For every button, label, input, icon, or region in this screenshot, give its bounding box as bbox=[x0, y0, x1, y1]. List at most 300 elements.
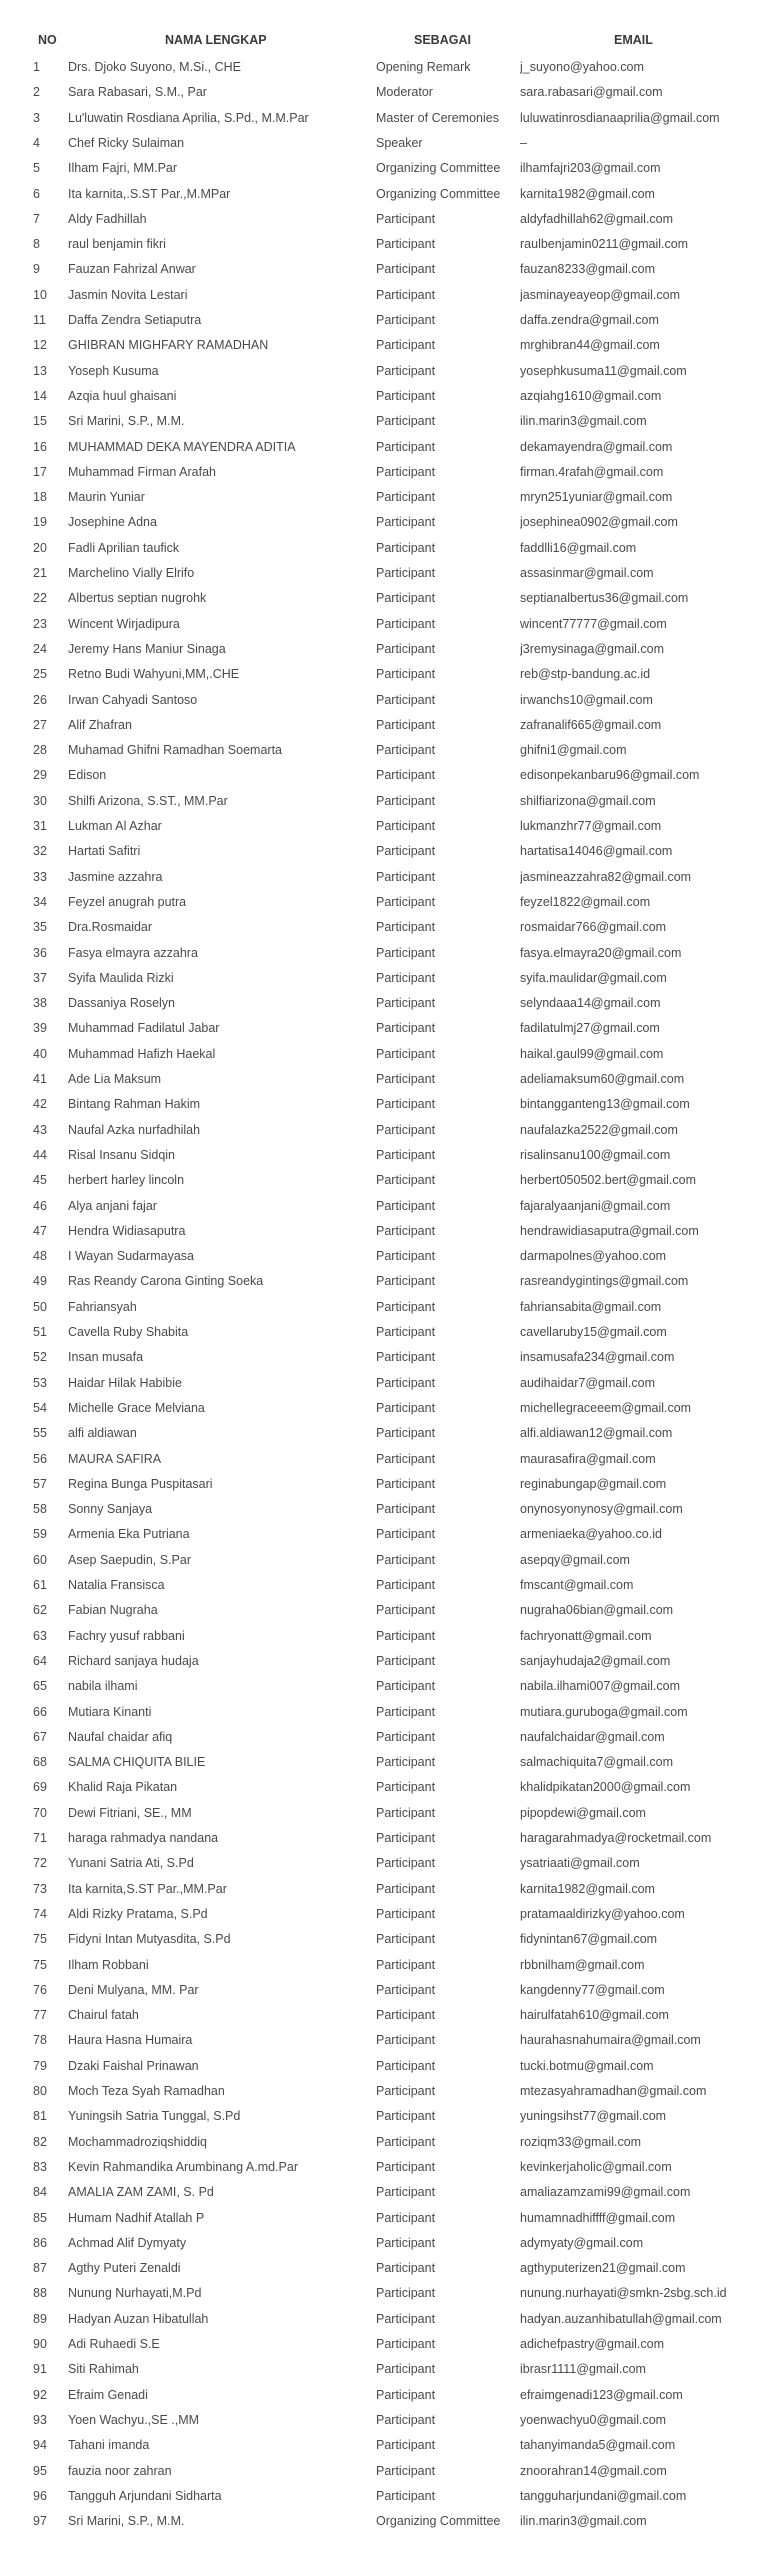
table-row bbox=[0, 2180, 776, 2205]
cell-name: Moch Teza Syah Ramadhan bbox=[68, 2084, 225, 2098]
table-row bbox=[0, 1345, 776, 1370]
cell-name: Fidyni Intan Mutyasdita, S.Pd bbox=[68, 1932, 231, 1947]
cell-name: Irwan Cahyadi Santoso bbox=[68, 692, 198, 707]
cell-name: Armenia Eka Putriana bbox=[68, 1527, 190, 1542]
cell-no: 17 bbox=[33, 464, 47, 479]
cell-name: Syifa Maulida Rizki bbox=[68, 970, 174, 985]
header-role: SEBAGAI bbox=[414, 33, 471, 47]
cell-name: Haidar Hilak Habibie bbox=[68, 1375, 182, 1390]
cell-name: alfi aldiawan bbox=[68, 1426, 137, 1441]
table-row bbox=[0, 333, 776, 358]
cell-name: Ita karnita,S.ST Par.,MM.Par bbox=[68, 1881, 227, 1896]
table-row bbox=[0, 359, 776, 384]
cell-email: yosephkusuma11@gmail.com bbox=[520, 363, 687, 378]
cell-email: hendrawidiasaputra@gmail.com bbox=[520, 1223, 699, 1238]
cell-no: 87 bbox=[33, 2261, 47, 2276]
cell-role: Participant bbox=[376, 1628, 436, 1643]
cell-role: Participant bbox=[376, 844, 436, 859]
cell-name: Khalid Raja Pikatan bbox=[68, 1780, 178, 1795]
cell-no: 46 bbox=[33, 1198, 47, 1213]
cell-role: Master of Ceremonies bbox=[376, 110, 499, 125]
cell-role: Participant bbox=[376, 2109, 436, 2124]
cell-no: 60 bbox=[33, 1552, 47, 1567]
cell-email: khalidpikatan2000@gmail.com bbox=[520, 1780, 691, 1795]
table-row bbox=[0, 106, 776, 131]
cell-email: j3remysinaga@gmail.com bbox=[520, 641, 664, 656]
cell-no: 19 bbox=[33, 515, 47, 530]
table-row bbox=[0, 1573, 776, 1598]
cell-role: Participant bbox=[376, 1021, 436, 1036]
cell-no: 42 bbox=[33, 1097, 47, 1112]
table-row bbox=[0, 1826, 776, 1851]
cell-email: karnita1982@gmail.com bbox=[520, 1881, 655, 1896]
cell-no: 39 bbox=[33, 1021, 47, 1036]
table-row bbox=[0, 1295, 776, 1320]
table-row bbox=[0, 1016, 776, 1041]
cell-no: 55 bbox=[33, 1426, 47, 1441]
cell-role: Participant bbox=[376, 641, 436, 656]
cell-email: shilfiarizona@gmail.com bbox=[520, 793, 656, 808]
cell-email: daffa.zendra@gmail.com bbox=[520, 313, 659, 327]
cell-no: 22 bbox=[33, 591, 47, 606]
cell-email: amaliazamzami99@gmail.com bbox=[520, 2185, 691, 2200]
table-row bbox=[0, 232, 776, 257]
cell-role: Participant bbox=[376, 869, 436, 884]
cell-role: Participant bbox=[376, 1097, 436, 1112]
cell-email: haikal.gaul99@gmail.com bbox=[520, 1046, 664, 1061]
cell-role: Participant bbox=[376, 2033, 436, 2048]
cell-name: Tangguh Arjundani Sidharta bbox=[68, 2488, 222, 2503]
header-no: NO bbox=[38, 33, 57, 47]
cell-email: asepqy@gmail.com bbox=[520, 1552, 630, 1567]
cell-role: Participant bbox=[376, 1325, 436, 1339]
cell-email: tahanyimanda5@gmail.com bbox=[520, 2438, 676, 2453]
cell-email: fauzan8233@gmail.com bbox=[520, 262, 655, 277]
cell-name: haraga rahmadya nandana bbox=[68, 1831, 219, 1845]
cell-name: Chairul fatah bbox=[68, 2008, 139, 2023]
cell-no: 82 bbox=[33, 2134, 47, 2149]
cell-no: 29 bbox=[33, 768, 47, 783]
cell-role: Participant bbox=[376, 540, 436, 555]
cell-name: Chef Ricky Sulaiman bbox=[68, 135, 185, 150]
table-row bbox=[0, 1067, 776, 1092]
cell-role: Participant bbox=[376, 237, 436, 252]
cell-no: 16 bbox=[33, 439, 47, 454]
cell-no: 8 bbox=[33, 237, 40, 252]
cell-role: Participant bbox=[376, 2084, 436, 2098]
cell-name: Muhammad Firman Arafah bbox=[68, 464, 216, 479]
table-row bbox=[0, 941, 776, 966]
cell-email: mutiara.guruboga@gmail.com bbox=[520, 1704, 688, 1719]
table-row bbox=[0, 2307, 776, 2332]
cell-email: ilin.marin3@gmail.com bbox=[520, 2514, 647, 2529]
table-row bbox=[0, 2003, 776, 2028]
cell-no: 61 bbox=[33, 1578, 47, 1592]
cell-role: Participant bbox=[376, 1729, 436, 1744]
cell-no: 56 bbox=[33, 1451, 47, 1466]
cell-name: Jasmine azzahra bbox=[68, 869, 163, 884]
cell-email: adeliamaksum60@gmail.com bbox=[520, 1072, 685, 1086]
cell-no: 31 bbox=[33, 819, 47, 833]
cell-email: nugraha06bian@gmail.com bbox=[520, 1603, 674, 1618]
cell-role: Moderator bbox=[376, 85, 433, 100]
cell-no: 51 bbox=[33, 1325, 47, 1339]
cell-email: yoenwachyu0@gmail.com bbox=[520, 2412, 667, 2427]
cell-name: Edison bbox=[68, 768, 107, 783]
cell-email: fasya.elmayra20@gmail.com bbox=[520, 945, 682, 960]
table-row bbox=[0, 1674, 776, 1699]
cell-email: hadyan.auzanhibatullah@gmail.com bbox=[520, 2311, 722, 2326]
table-row bbox=[0, 1194, 776, 1219]
cell-no: 65 bbox=[33, 1679, 47, 1694]
cell-no: 23 bbox=[33, 616, 47, 631]
cell-email: irwanchs10@gmail.com bbox=[520, 692, 653, 707]
cell-email: maurasafira@gmail.com bbox=[520, 1451, 656, 1466]
cell-name: Marchelino Vially Elrifo bbox=[68, 566, 195, 580]
cell-role: Participant bbox=[376, 1426, 436, 1441]
cell-no: 45 bbox=[33, 1173, 47, 1188]
cell-name: Dassaniya Roselyn bbox=[68, 996, 175, 1011]
cell-name: herbert harley lincoln bbox=[68, 1173, 185, 1188]
cell-no: 77 bbox=[33, 2008, 47, 2023]
cell-role: Participant bbox=[376, 1122, 436, 1137]
cell-role: Organizing Committee bbox=[376, 2514, 501, 2529]
cell-name: raul benjamin fikri bbox=[68, 237, 166, 252]
cell-email: raulbenjamin0211@gmail.com bbox=[520, 237, 689, 252]
cell-no: 80 bbox=[33, 2084, 47, 2098]
cell-no: 91 bbox=[33, 2362, 47, 2377]
cell-name: Mochammadroziqshiddiq bbox=[68, 2134, 207, 2149]
cell-name: Albertus septian nugrohk bbox=[68, 591, 207, 606]
cell-no: 47 bbox=[33, 1223, 47, 1238]
table-row bbox=[0, 2028, 776, 2053]
cell-no: 2 bbox=[33, 85, 40, 100]
cell-name: Hartati Safitri bbox=[68, 844, 141, 859]
cell-name: Daffa Zendra Setiaputra bbox=[68, 313, 202, 327]
table-row bbox=[0, 561, 776, 586]
cell-name: Maurin Yuniar bbox=[68, 490, 145, 505]
table-row bbox=[0, 991, 776, 1016]
cell-role: Participant bbox=[376, 566, 436, 580]
table-row bbox=[0, 1649, 776, 1674]
cell-role: Participant bbox=[376, 667, 436, 682]
cell-role: Participant bbox=[376, 1704, 436, 1719]
cell-email: insamusafa234@gmail.com bbox=[520, 1350, 675, 1365]
cell-name: Naufal Azka nurfadhilah bbox=[68, 1122, 201, 1137]
table-row bbox=[0, 384, 776, 409]
cell-name: Jasmin Novita Lestari bbox=[68, 287, 188, 302]
cell-name: Alya anjani fajar bbox=[68, 1198, 157, 1213]
cell-name: Regina Bunga Puspitasari bbox=[68, 1476, 213, 1491]
cell-name: Shilfi Arizona, S.ST., MM.Par bbox=[68, 793, 228, 808]
table-row bbox=[0, 1320, 776, 1345]
cell-name: SALMA CHIQUITA BILIE bbox=[68, 1755, 206, 1770]
cell-role: Participant bbox=[376, 2185, 436, 2200]
cell-name: Lu'luwatin Rosdiana Aprilia, S.Pd., M.M.Par bbox=[68, 110, 309, 125]
cell-name: Fabian Nugraha bbox=[68, 1603, 158, 1618]
cell-email: edisonpekanbaru96@gmail.com bbox=[520, 768, 700, 783]
cell-role: Participant bbox=[376, 1653, 436, 1668]
table-row bbox=[0, 2281, 776, 2306]
cell-name: Natalia Fransisca bbox=[68, 1578, 165, 1592]
cell-role: Participant bbox=[376, 2337, 436, 2351]
table-row bbox=[0, 1168, 776, 1193]
cell-name: Fahriansyah bbox=[68, 1299, 137, 1314]
table-row bbox=[0, 890, 776, 915]
cell-no: 38 bbox=[33, 996, 47, 1011]
cell-no: 27 bbox=[33, 717, 47, 732]
table-row bbox=[0, 460, 776, 485]
cell-no: 96 bbox=[33, 2488, 47, 2503]
cell-role: Participant bbox=[376, 515, 436, 530]
cell-no: 14 bbox=[33, 388, 47, 403]
cell-email: pipopdewi@gmail.com bbox=[520, 1805, 646, 1820]
cell-email: herbert050502.bert@gmail.com bbox=[520, 1173, 696, 1188]
cell-name: MAURA SAFIRA bbox=[68, 1451, 162, 1466]
cell-no: 85 bbox=[33, 2210, 47, 2225]
cell-no: 43 bbox=[33, 1122, 47, 1137]
cell-no: 64 bbox=[33, 1653, 47, 1668]
cell-role: Participant bbox=[376, 743, 436, 758]
cell-email: aldyfadhillah62@gmail.com bbox=[520, 211, 674, 226]
cell-role: Participant bbox=[376, 464, 436, 479]
cell-no: 97 bbox=[33, 2514, 47, 2529]
cell-email: jasmineazzahra82@gmail.com bbox=[520, 869, 692, 884]
cell-role: Participant bbox=[376, 1957, 436, 1972]
table-row bbox=[0, 2155, 776, 2180]
cell-no: 86 bbox=[33, 2235, 47, 2250]
table-row bbox=[0, 2104, 776, 2129]
cell-role: Participant bbox=[376, 793, 436, 808]
cell-no: 9 bbox=[33, 262, 40, 277]
cell-name: fauzia noor zahran bbox=[68, 2463, 172, 2478]
cell-name: Aldi Rizky Pratama, S.Pd bbox=[68, 1906, 208, 1921]
cell-no: 49 bbox=[33, 1274, 47, 1289]
table-row bbox=[0, 1624, 776, 1649]
cell-email: syifa.maulidar@gmail.com bbox=[520, 970, 667, 985]
table-row bbox=[0, 915, 776, 940]
cell-no: 40 bbox=[33, 1046, 47, 1061]
cell-role: Participant bbox=[376, 894, 436, 909]
cell-role: Participant bbox=[376, 2159, 436, 2174]
cell-name: Ras Reandy Carona Ginting Soeka bbox=[68, 1274, 264, 1289]
cell-role: Participant bbox=[376, 768, 436, 783]
cell-role: Participant bbox=[376, 591, 436, 606]
cell-name: Muhamad Ghifni Ramadhan Soemarta bbox=[68, 743, 283, 758]
cell-name: Sonny Sanjaya bbox=[68, 1502, 153, 1517]
table-row bbox=[0, 1902, 776, 1927]
table-row bbox=[0, 1877, 776, 1902]
table-row bbox=[0, 283, 776, 308]
table-row bbox=[0, 55, 776, 80]
cell-no: 48 bbox=[33, 1249, 47, 1264]
cell-no: 1 bbox=[33, 60, 40, 74]
cell-email: septianalbertus36@gmail.com bbox=[520, 591, 689, 606]
table-row bbox=[0, 1775, 776, 1800]
cell-role: Participant bbox=[376, 945, 436, 960]
cell-role: Participant bbox=[376, 1906, 436, 1921]
cell-no: 5 bbox=[33, 161, 40, 176]
cell-name: GHIBRAN MIGHFARY RAMADHAN bbox=[68, 338, 269, 353]
header-name: NAMA LENGKAP bbox=[165, 33, 267, 47]
table-row bbox=[0, 2206, 776, 2231]
cell-role: Participant bbox=[376, 1046, 436, 1061]
cell-email: naufalazka2522@gmail.com bbox=[520, 1122, 678, 1137]
table-row bbox=[0, 2130, 776, 2155]
cell-email: ilhamfajri203@gmail.com bbox=[520, 161, 661, 176]
cell-role: Participant bbox=[376, 1881, 436, 1896]
cell-name: Drs. Djoko Suyono, M.Si., CHE bbox=[68, 60, 241, 74]
table-row bbox=[0, 2408, 776, 2433]
cell-no: 59 bbox=[33, 1527, 47, 1542]
cell-name: Sara Rabasari, S.M., Par bbox=[68, 85, 207, 100]
table-row bbox=[0, 1447, 776, 1472]
cell-role: Participant bbox=[376, 1400, 436, 1415]
cell-no: 11 bbox=[33, 313, 46, 327]
cell-name: Risal Insanu Sidqin bbox=[68, 1147, 176, 1162]
table-row bbox=[0, 536, 776, 561]
cell-email: mrghibran44@gmail.com bbox=[520, 338, 660, 353]
cell-role: Participant bbox=[376, 2311, 436, 2326]
cell-role: Participant bbox=[376, 313, 436, 327]
cell-no: 58 bbox=[33, 1502, 47, 1517]
cell-no: 94 bbox=[33, 2438, 47, 2453]
cell-name: Ade Lia Maksum bbox=[68, 1072, 162, 1086]
table-row bbox=[0, 1522, 776, 1547]
cell-role: Participant bbox=[376, 2438, 436, 2453]
cell-no: 12 bbox=[33, 338, 47, 353]
cell-no: 44 bbox=[33, 1147, 47, 1162]
table-row bbox=[0, 2509, 776, 2534]
cell-no: 52 bbox=[33, 1350, 47, 1365]
cell-email: audihaidar7@gmail.com bbox=[520, 1375, 655, 1390]
table-row bbox=[0, 688, 776, 713]
cell-role: Participant bbox=[376, 1072, 436, 1086]
cell-name: Sri Marini, S.P., M.M. bbox=[68, 2514, 185, 2529]
cell-no: 93 bbox=[33, 2412, 47, 2427]
cell-email: reb@stp-bandung.ac.id bbox=[520, 667, 651, 682]
cell-role: Participant bbox=[376, 2058, 436, 2073]
cell-name: Siti Rahimah bbox=[68, 2362, 139, 2377]
table-row bbox=[0, 1725, 776, 1750]
table-row bbox=[0, 637, 776, 662]
table-row bbox=[0, 1219, 776, 1244]
cell-role: Participant bbox=[376, 1552, 436, 1567]
cell-email: efraimgenadi123@gmail.com bbox=[520, 2387, 683, 2402]
cell-email: lukmanzhr77@gmail.com bbox=[520, 819, 662, 833]
cell-role: Participant bbox=[376, 1173, 436, 1188]
table-row bbox=[0, 662, 776, 687]
cell-name: Yunani Satria Ati, S.Pd bbox=[68, 1856, 194, 1871]
cell-email: fachryonatt@gmail.com bbox=[520, 1628, 652, 1643]
cell-no: 57 bbox=[33, 1476, 47, 1491]
cell-role: Participant bbox=[376, 439, 436, 454]
table-row bbox=[0, 1472, 776, 1497]
table-row bbox=[0, 1118, 776, 1143]
cell-no: 28 bbox=[33, 743, 47, 758]
cell-email: faddlli16@gmail.com bbox=[520, 540, 637, 555]
table-row bbox=[0, 409, 776, 434]
cell-role: Participant bbox=[376, 363, 436, 378]
cell-role: Participant bbox=[376, 2488, 436, 2503]
cell-role: Participant bbox=[376, 2387, 436, 2402]
cell-role: Organizing Committee bbox=[376, 186, 501, 201]
cell-no: 88 bbox=[33, 2286, 47, 2301]
cell-no: 69 bbox=[33, 1780, 47, 1795]
table-row bbox=[0, 1244, 776, 1269]
cell-name: Fauzan Fahrizal Anwar bbox=[68, 262, 196, 277]
cell-no: 73 bbox=[33, 1881, 47, 1896]
cell-email: feyzel1822@gmail.com bbox=[520, 894, 651, 909]
cell-role: Participant bbox=[376, 287, 436, 302]
cell-name: Retno Budi Wahyuni,MM,.CHE bbox=[68, 667, 240, 682]
cell-name: Wincent Wirjadipura bbox=[68, 616, 180, 631]
cell-no: 84 bbox=[33, 2185, 47, 2200]
cell-name: Kevin Rahmandika Arumbinang A.md.Par bbox=[68, 2159, 298, 2174]
cell-email: firman.4rafah@gmail.com bbox=[520, 464, 664, 479]
cell-role: Participant bbox=[376, 616, 436, 631]
table-row bbox=[0, 738, 776, 763]
cell-name: Richard sanjaya hudaja bbox=[68, 1653, 199, 1668]
cell-email: rasreandygintings@gmail.com bbox=[520, 1274, 689, 1289]
cell-no: 7 bbox=[33, 211, 40, 226]
cell-role: Participant bbox=[376, 2235, 436, 2250]
table-row bbox=[0, 2484, 776, 2509]
cell-email: zafranalif665@gmail.com bbox=[520, 717, 662, 732]
table-row bbox=[0, 839, 776, 864]
cell-name: Hadyan Auzan Hibatullah bbox=[68, 2311, 209, 2326]
cell-role: Participant bbox=[376, 388, 436, 403]
cell-no: 20 bbox=[33, 540, 47, 555]
cell-email: humamnadhiffff@gmail.com bbox=[520, 2210, 676, 2225]
cell-email: agthyputerizen21@gmail.com bbox=[520, 2261, 686, 2276]
cell-email: haurahasnahumaira@gmail.com bbox=[520, 2033, 701, 2048]
cell-no: 72 bbox=[33, 1856, 47, 1871]
cell-email: haragarahmadya@rocketmail.com bbox=[520, 1831, 712, 1845]
table-row bbox=[0, 510, 776, 535]
cell-name: Dewi Fitriani, SE., MM bbox=[68, 1805, 192, 1820]
cell-email: ilin.marin3@gmail.com bbox=[520, 414, 647, 429]
cell-role: Participant bbox=[376, 970, 436, 985]
cell-role: Participant bbox=[376, 1805, 436, 1820]
cell-name: Haura Hasna Humaira bbox=[68, 2033, 193, 2048]
cell-role: Participant bbox=[376, 1147, 436, 1162]
table-row bbox=[0, 308, 776, 333]
cell-role: Participant bbox=[376, 819, 436, 833]
cell-email: rbbnilham@gmail.com bbox=[520, 1957, 645, 1972]
cell-name: Alif Zhafran bbox=[68, 717, 132, 732]
table-row bbox=[0, 1598, 776, 1623]
cell-role: Opening Remark bbox=[376, 60, 471, 74]
cell-name: Ita karnita,.S.ST Par.,M.MPar bbox=[68, 186, 231, 201]
table-row bbox=[0, 789, 776, 814]
cell-email: tangguharjundani@gmail.com bbox=[520, 2488, 687, 2503]
cell-name: MUHAMMAD DEKA MAYENDRA ADITIA bbox=[68, 439, 296, 454]
cell-email: mtezasyahramadhan@gmail.com bbox=[520, 2084, 707, 2098]
cell-name: Naufal chaidar afiq bbox=[68, 1729, 173, 1744]
header-email: EMAIL bbox=[614, 33, 653, 47]
cell-name: Fachry yusuf rabbani bbox=[68, 1628, 185, 1643]
cell-email: kangdenny77@gmail.com bbox=[520, 1982, 665, 1997]
cell-role: Participant bbox=[376, 1932, 436, 1947]
cell-role: Participant bbox=[376, 2286, 436, 2301]
cell-no: 79 bbox=[33, 2058, 47, 2073]
cell-no: 53 bbox=[33, 1375, 47, 1390]
cell-role: Participant bbox=[376, 211, 436, 226]
cell-role: Speaker bbox=[376, 135, 423, 150]
table-row bbox=[0, 1371, 776, 1396]
table-row bbox=[0, 1978, 776, 2003]
